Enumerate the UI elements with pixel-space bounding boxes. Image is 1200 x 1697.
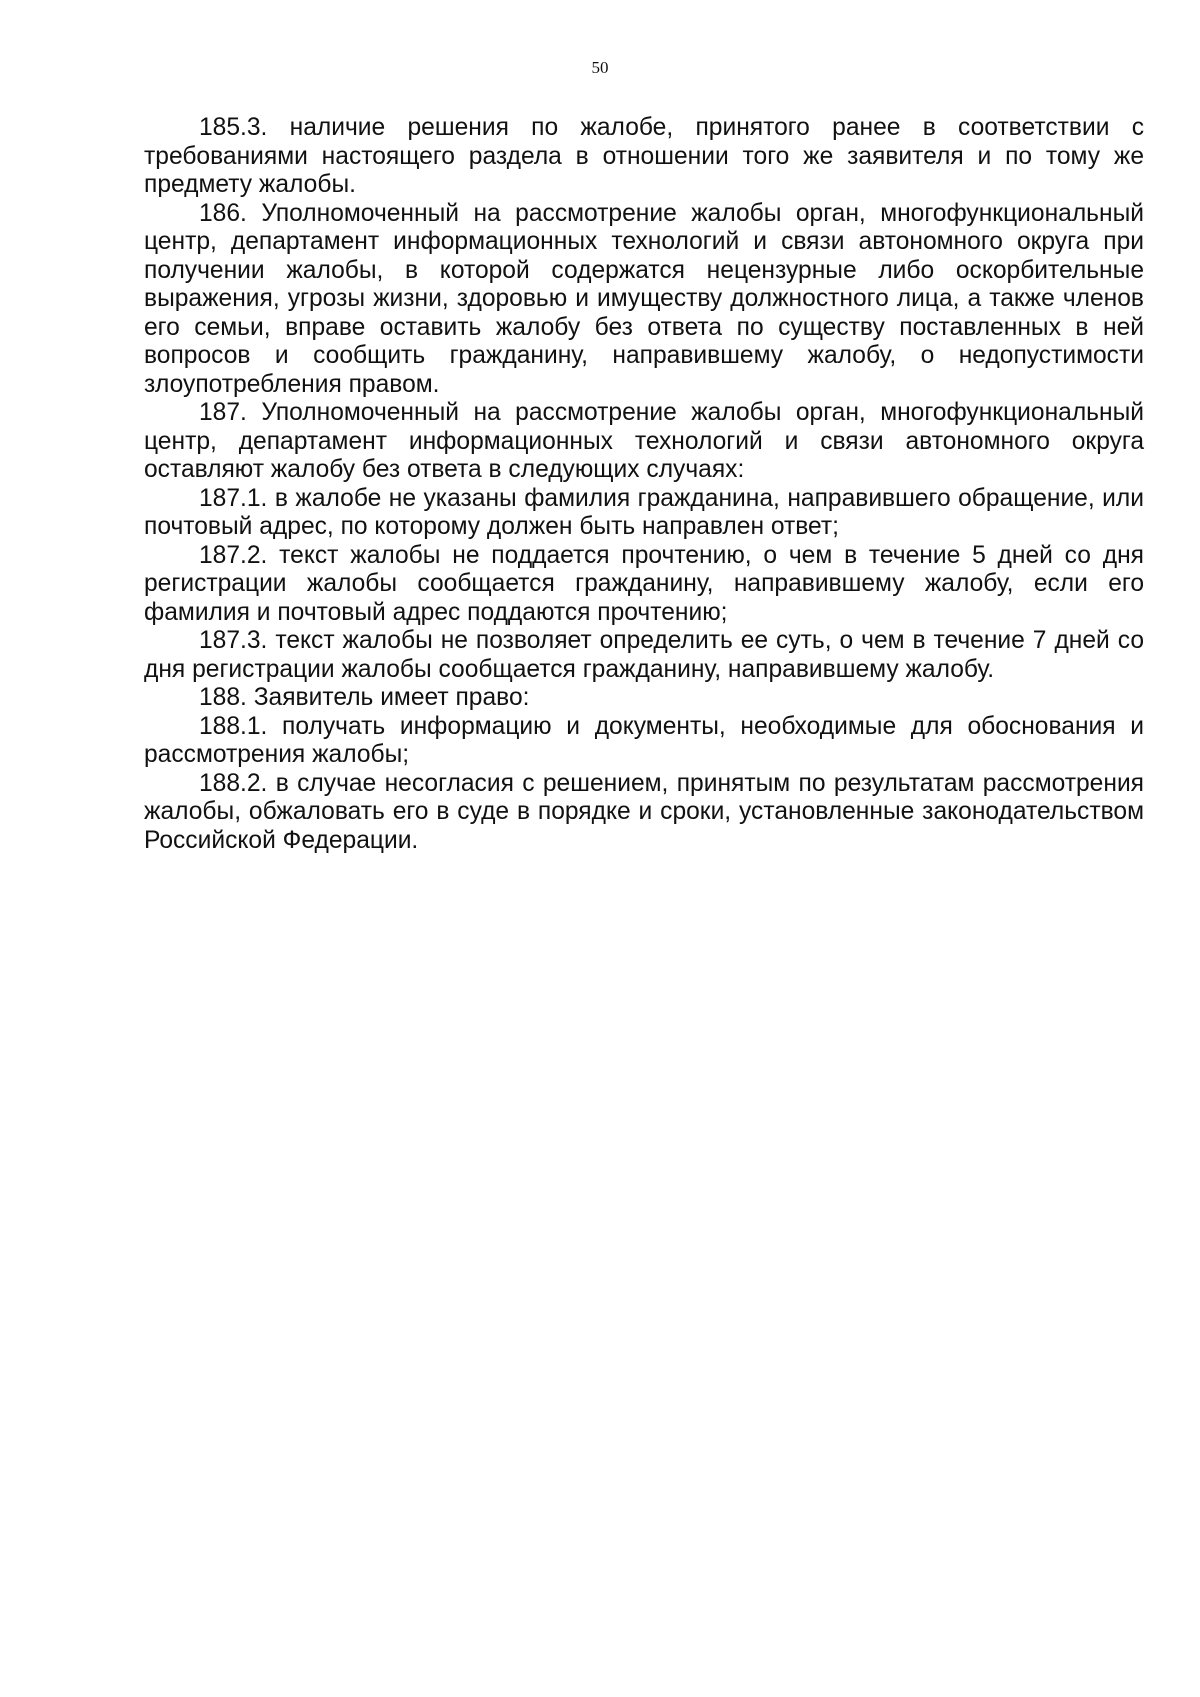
paragraph-188-2: 188.2. в случае несогласия с решением, принятым по результатам рассмотрения жалобы, обжаловать его в суде в порядке и сроки, установленные законодательством Российской Федерации.	[144, 769, 1144, 854]
paragraph-187: 187. Уполномоченный на рассмотрение жалобы орган, многофункциональный центр, департамент информационных технологий и связи автономного округа оставляют жалобу без ответа в следующих случаях:	[144, 399, 1144, 483]
paragraph-188: 188. Заявитель имеет право:	[199, 684, 530, 711]
paragraph-187-2: 187.2. текст жалобы не поддается прочтению, о чем в течение 5 дней со дня регистрации жалобы сообщается гражданину, направившему жалобу, если его фамилия и почтовый адрес поддаются прочтению;	[144, 541, 1144, 626]
paragraph-186: 186. Уполномоченный на рассмотрение жалобы орган, многофункциональный центр, департамент информационных технологий и связи автономного округа при получении жалобы, в которой содержатся нецензурные либо оскорбительные выражения, угрозы жизни, здоровью и имуществу должностного лица, а также членов его семьи, вправе оставить жалобу без ответа по существу поставленных в ней вопросов и сообщить гражданину, направившему жалобу, о недопустимости злоупотребления правом.	[144, 199, 1144, 398]
paragraph-185-3: 185.3. наличие решения по жалобе, принятого ранее в соответствии с требованиями настоящего раздела в отношении того же заявителя и по тому же предмету жалобы.	[144, 114, 1144, 198]
paragraph-187-1: 187.1. в жалобе не указаны фамилия гражданина, направившего обращение, или почтовый адрес, по которому должен быть направлен ответ;	[144, 484, 1144, 540]
paragraph-187-3: 187.3. текст жалобы не позволяет определить ее суть, о чем в течение 7 дней со дня регистрации жалобы сообщается гражданину, направившему жалобу.	[144, 627, 1144, 683]
paragraph-188-1: 188.1. получать информацию и документы, необходимые для обоснования и рассмотрения жалобы;	[144, 712, 1144, 768]
document-body	[144, 114, 1144, 855]
page-number: 50	[591, 58, 609, 77]
